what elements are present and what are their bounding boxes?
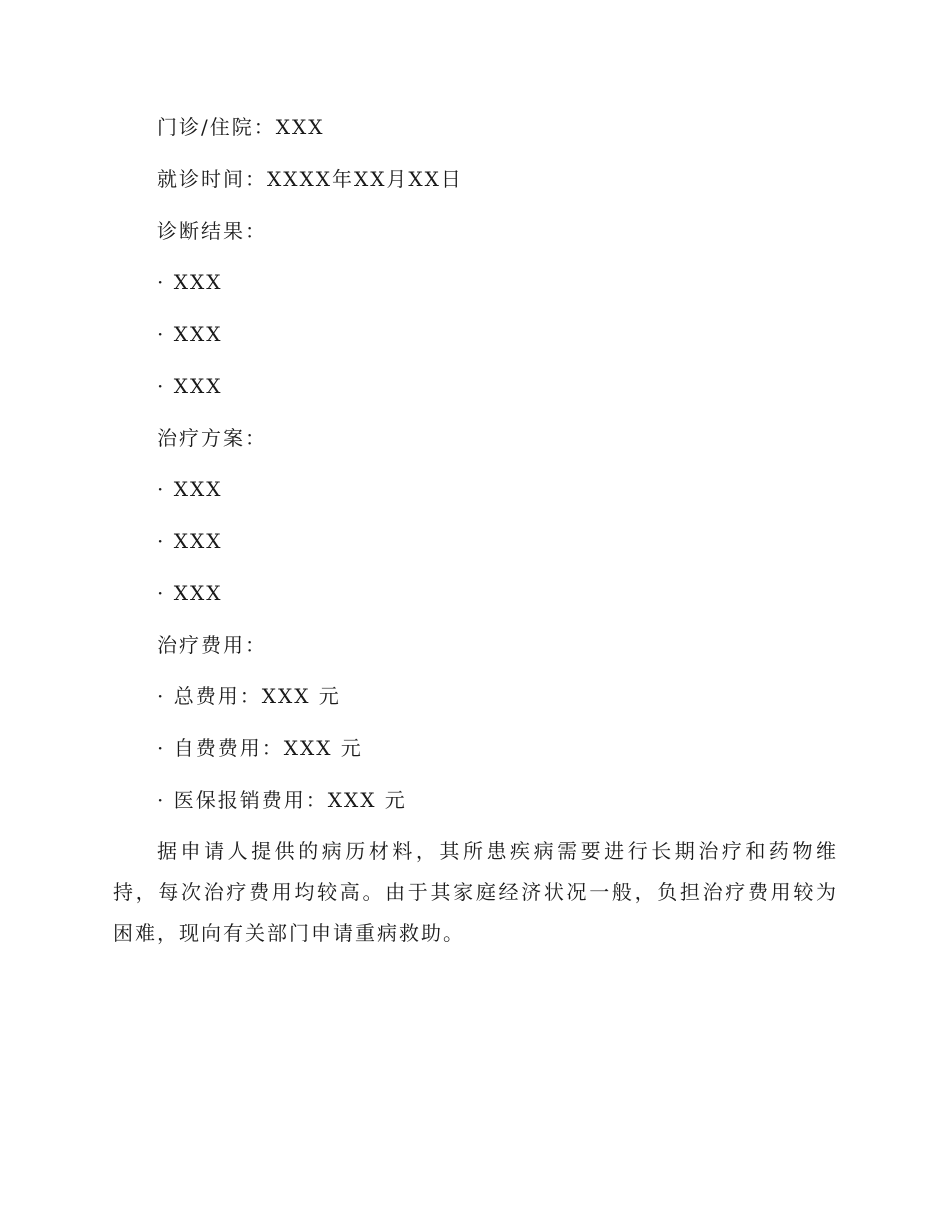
cost-item-insurance: · 医保报销费用：XXX 元 bbox=[157, 788, 407, 812]
diagnosis-item: · XXX bbox=[157, 374, 223, 398]
treatment-item: · XXX bbox=[157, 477, 223, 501]
diagnosis-item: · XXX bbox=[157, 270, 223, 294]
cost-heading: 治疗费用： bbox=[157, 633, 267, 657]
clinic-type-line: 门诊/住院：XXX bbox=[157, 115, 325, 139]
summary-paragraph: 据申请人提供的病历材料，其所患疾病需要进行长期治疗和药物维持，每次治疗费用均较高。由于其家庭经济状况一般，负担治疗费用较为困难，现向有关部门申请重病救助。 bbox=[113, 839, 838, 945]
cost-item-total: · 总费用：XXX 元 bbox=[157, 684, 341, 708]
diagnosis-heading: 诊断结果： bbox=[157, 219, 267, 243]
cost-item-self-pay: · 自费费用：XXX 元 bbox=[157, 736, 363, 760]
treatment-heading: 治疗方案： bbox=[157, 426, 267, 450]
treatment-item: · XXX bbox=[157, 581, 223, 605]
visit-time-line: 就诊时间：XXXX年XX月XX日 bbox=[157, 167, 463, 191]
treatment-item: · XXX bbox=[157, 529, 223, 553]
diagnosis-item: · XXX bbox=[157, 322, 223, 346]
